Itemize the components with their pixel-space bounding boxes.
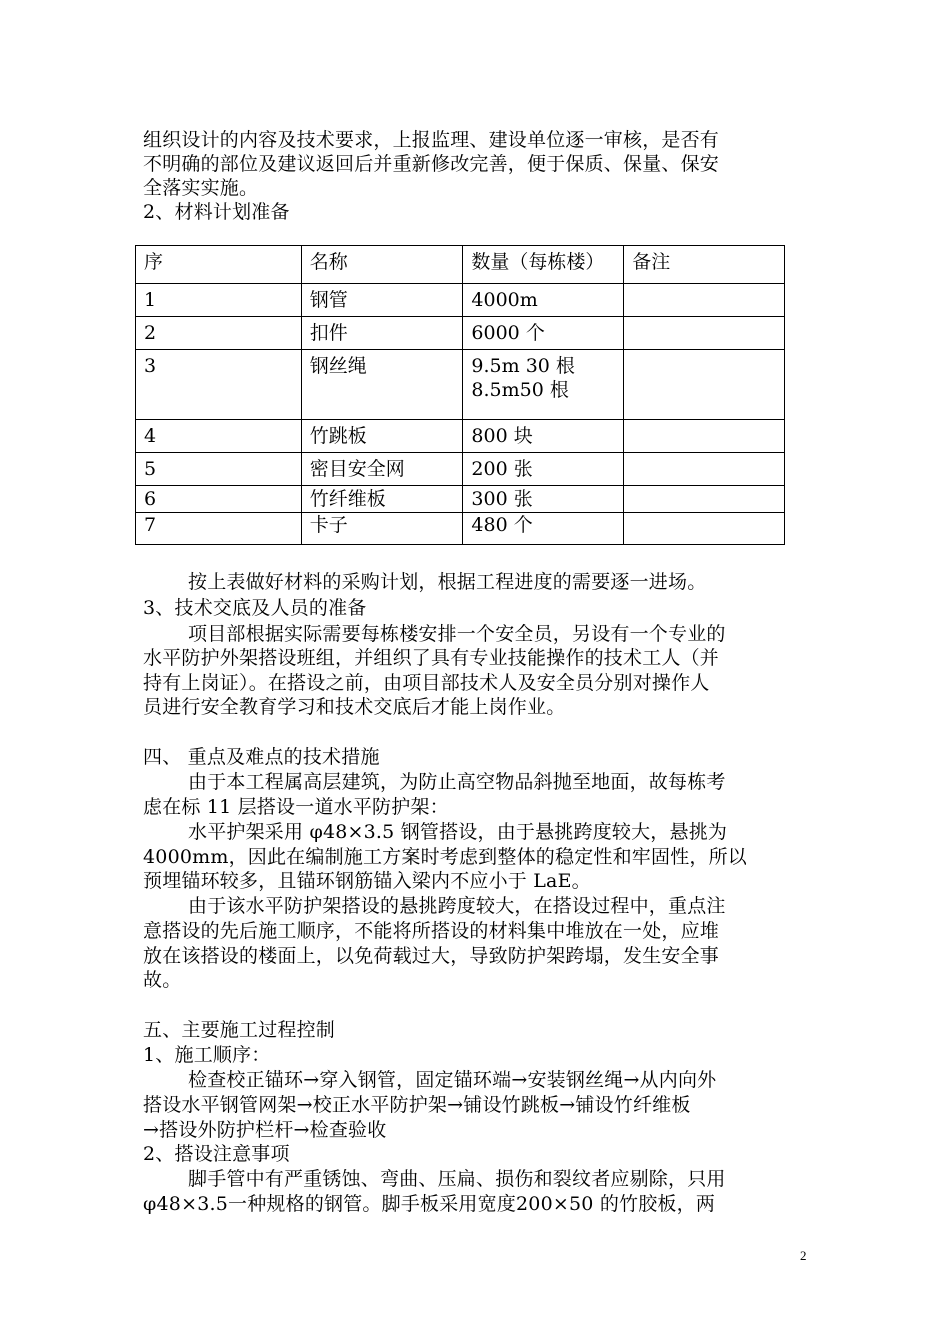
section-heading: 五、主要施工过程控制: [143, 1019, 336, 1041]
body-text-line: 脚手管中有严重锈蚀、弯曲、压扁、损伤和裂纹者应剔除，只用: [188, 1168, 726, 1190]
table-cell-name: 密目安全网: [301, 453, 463, 486]
section-heading: 2、材料计划准备: [143, 201, 290, 223]
table-cell-name: 竹纤维板: [301, 486, 463, 513]
table-cell-qty-line: 9.5m 30 根: [471, 355, 575, 377]
table-cell-no: 3: [136, 350, 302, 420]
table-cell-qty: 300 张: [463, 486, 624, 513]
table-cell-no: 2: [136, 317, 302, 350]
table-header-cell: 备注: [624, 246, 785, 284]
table-cell-note: [624, 284, 785, 317]
table-row: [136, 420, 785, 453]
body-text-line: 4000mm，因此在编制施工方案时考虑到整体的稳定性和牢固性，所以: [143, 846, 747, 868]
table-cell-qty: 800 块: [463, 420, 624, 453]
body-text-line: φ48×3.5一种规格的钢管。脚手板采用宽度200×50 的竹胶板，两: [143, 1193, 716, 1215]
body-text-line: 由于该水平防护架搭设的悬挑跨度较大，在搭设过程中，重点注: [188, 895, 726, 917]
table-cell-qty: 200 张: [463, 453, 624, 486]
table-row: [136, 350, 785, 420]
table-cell-qty: 480 个: [463, 513, 624, 545]
sub-heading: 2、搭设注意事项: [143, 1143, 290, 1165]
table-header-cell: 名称: [301, 246, 463, 284]
body-text-line: 预埋锚环较多，且锚环钢筋锚入梁内不应小于 LaE。: [143, 870, 591, 892]
table-cell-qty-line: 8.5m50 根: [471, 379, 569, 401]
body-text-line: 由于本工程属高层建筑，为防止高空物品斜抛至地面，故每栋考: [188, 771, 726, 793]
table-cell-note: [624, 513, 785, 545]
section-heading: 3、技术交底及人员的准备: [143, 597, 367, 619]
table-cell-name: 扣件: [301, 317, 463, 350]
body-text-line: →搭设外防护栏杆→检查验收: [143, 1119, 387, 1141]
body-text-line: 虑在标 11 层搭设一道水平防护架：: [143, 796, 449, 818]
body-text-line: 放在该搭设的楼面上，以免荷载过大，导致防护架跨塌，发生安全事: [143, 945, 720, 967]
body-text-line: 项目部根据实际需要每栋楼安排一个安全员，另设有一个专业的: [188, 623, 726, 645]
table-cell-no: 7: [136, 513, 302, 545]
table-cell-qty: [463, 350, 624, 420]
table-cell-no: 6: [136, 486, 302, 513]
body-text-line: 全落实实施。: [143, 177, 259, 199]
table-cell-name: 钢丝绳: [301, 350, 463, 420]
table-cell-name: 竹跳板: [301, 420, 463, 453]
body-text-line: 按上表做好材料的采购计划，根据工程进度的需要逐一进场。: [188, 571, 707, 593]
materials-table: [135, 245, 785, 545]
body-text-line: 意搭设的先后施工顺序，不能将所搭设的材料集中堆放在一处，应堆: [143, 920, 720, 942]
table-header-cell: 序: [136, 246, 302, 284]
table-cell-qty: 6000 个: [463, 317, 624, 350]
table-header-cell: 数量（每栋楼）: [463, 246, 624, 284]
table-cell-note: [624, 350, 785, 420]
page-number: 2: [800, 1248, 807, 1263]
table-row: [136, 317, 785, 350]
table-row: [136, 513, 785, 545]
body-text-line: 不明确的部位及建议返回后并重新修改完善，便于保质、保量、保安: [143, 153, 720, 175]
table-cell-no: 5: [136, 453, 302, 486]
table-cell-note: [624, 420, 785, 453]
body-text-line: 故。: [143, 969, 182, 991]
body-text-line: 搭设水平钢管网架→校正水平防护架→铺设竹跳板→铺设竹纤维板: [143, 1094, 691, 1116]
table-header-row: [136, 246, 785, 284]
table-row: [136, 284, 785, 317]
table-cell-note: [624, 317, 785, 350]
table-cell-note: [624, 486, 785, 513]
body-text-line: 持有上岗证）。在搭设之前，由项目部技术人及安全员分别对操作人: [143, 672, 710, 694]
section-heading: 四、 重点及难点的技术措施: [143, 746, 380, 768]
table-cell-note: [624, 453, 785, 486]
table-cell-no: 4: [136, 420, 302, 453]
table-row: [136, 486, 785, 513]
sub-heading: 1、施工顺序：: [143, 1044, 271, 1066]
table-cell-name: 卡子: [301, 513, 463, 545]
table-cell-no: 1: [136, 284, 302, 317]
body-text-line: 员进行安全教育学习和技术交底后才能上岗作业。: [143, 696, 566, 718]
table-cell-name: 钢管: [301, 284, 463, 317]
body-text-line: 组织设计的内容及技术要求，上报监理、建设单位逐一审核，是否有: [143, 129, 720, 151]
body-text-line: 检查校正锚环→穿入钢管，固定锚环端→安装钢丝绳→从内向外: [188, 1069, 717, 1091]
body-text-line: 水平护架采用 φ48×3.5 钢管搭设，由于悬挑跨度较大，悬挑为: [188, 821, 728, 843]
table-row: [136, 453, 785, 486]
body-text-line: 水平防护外架搭设班组，并组织了具有专业技能操作的技术工人（并: [143, 647, 720, 669]
table-cell-qty: 4000m: [463, 284, 624, 317]
